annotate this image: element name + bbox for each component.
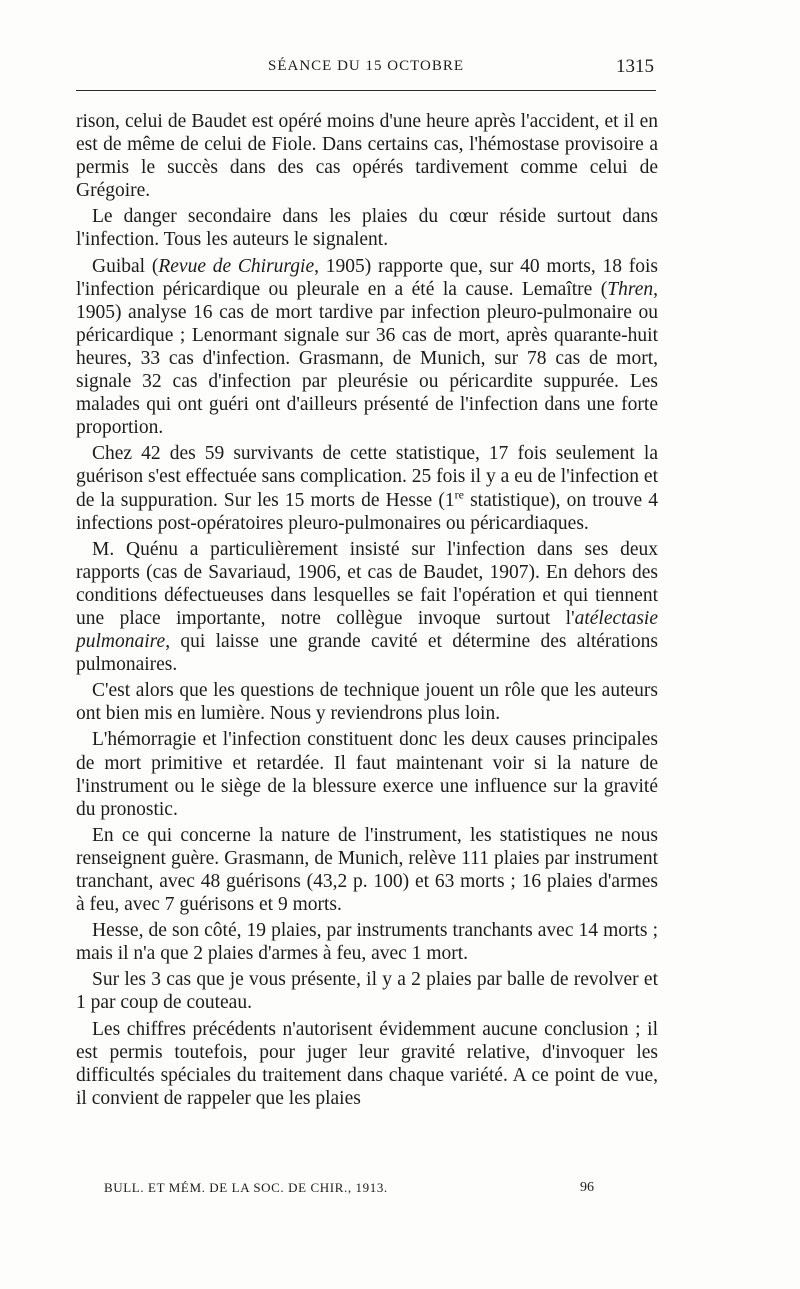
- paragraph: [76, 255, 658, 440]
- paragraph: [76, 110, 658, 202]
- superscript-text: re: [454, 487, 464, 501]
- footer-journal: BULL. ET MÉM. DE LA SOC. DE CHIR., 1913.: [104, 1180, 388, 1195]
- header-rule: [76, 90, 656, 91]
- italic-text: Thren: [607, 278, 654, 300]
- paragraph-text: Hesse, de son côté, 19 plaies, par instruments tranchants avec 14 morts ; mais il n'a que 2 plaies d'armes à feu, avec 1 mort.: [76, 920, 658, 965]
- paragraph: [76, 442, 658, 534]
- paragraph-text: statistique), on trouve 4 infections post-opératoires pleuro-pulmonaires ou péricardiaques.: [76, 489, 659, 534]
- paragraph: [76, 728, 658, 820]
- paragraph-text: , qui laisse une grande cavité et détermine des altérations pulmonaires.: [76, 631, 658, 676]
- paragraph: [76, 968, 658, 1014]
- paragraph-text: , 1905) analyse 16 cas de mort tardive par infection pleuro-pulmonaire ou péricardique ; Lenormant signale sur 36 cas de mort, après quarante-huit heures, 33 cas d'infection. Grasmann, de Munich, sur 78 cas de mort, signale 32 cas d'infection par pleurésie ou péricardite suppurée. Les malades qui ont guéri ont d'ailleurs présenté de l'infection dans une forte proportion.: [76, 278, 658, 439]
- paragraph-text: Le danger secondaire dans les plaies du cœur réside surtout dans l'infection. Tous les auteurs le signalent.: [76, 206, 658, 251]
- running-header: [76, 58, 656, 82]
- paragraph: [76, 538, 658, 677]
- paragraph: [76, 679, 658, 725]
- paragraph: [76, 205, 658, 251]
- paragraph-text: C'est alors que les questions de technique jouent un rôle que les auteurs ont bien mis en lumière. Nous y reviendrons plus loin.: [76, 680, 658, 725]
- footer-signature: 96: [580, 1180, 594, 1195]
- paragraph-text: Les chiffres précédents n'autorisent évidemment aucune conclusion ; il est permis toutefois, pour juger leur gravité relative, d'invoquer les difficultés spéciales du traitement dans chaque variété. A ce point de vue, il convient de rappeler que les plaies: [76, 1018, 658, 1109]
- paragraph-text: , 1905) rapporte que, sur 40 morts, 18 fois l'infection péricardique ou pleurale en a été la cause. Lemaître (: [76, 255, 659, 300]
- italic-text: atélectasie pulmonaire: [76, 607, 658, 653]
- italic-text: Revue de Chirurgie: [158, 255, 315, 277]
- paragraph-text: Sur les 3 cas que je vous présente, il y a 2 plaies par balle de revolver et 1 par coup de couteau.: [76, 969, 658, 1014]
- header-page-number: 1315: [616, 56, 654, 77]
- paragraph-text: L'hémorragie et l'infection constituent donc les deux causes principales de mort primitive et retardée. Il faut maintenant voir si la nature de l'instrument ou le siège de la blessure exerce une influence sur la gravité du pronostic.: [76, 729, 658, 820]
- paragraph-text: M. Quénu a particulièrement insisté sur l'infection dans ses deux rapports (cas de Savariaud, 1906, et cas de Baudet, 1907). En dehors des conditions défectueuses dans lesquelles se fait l'opération et qui tiennent une place importante, notre collègue invoque surtout l': [76, 538, 658, 629]
- paragraph-text: rison, celui de Baudet est opéré moins d'une heure après l'accident, et il en est de même de celui de Fiole. Dans certains cas, l'hémostase provisoire a permis le succès dans des cas opérés tardivement comme celui de Grégoire.: [76, 111, 658, 202]
- paragraph-text: Guibal (: [92, 255, 159, 277]
- header-title: SÉANCE DU 15 OCTOBRE: [268, 58, 464, 74]
- paragraph: [76, 919, 658, 965]
- paragraph: [76, 824, 658, 916]
- body-text: [76, 110, 658, 1110]
- paragraph-text: Chez 42 des 59 survivants de cette statistique, 17 fois seulement la guérison s'est effectuée sans complication. 25 fois il y a eu de l'infection et de la suppuration. Sur les 15 morts de Hesse (1: [76, 443, 658, 511]
- paragraph-text: En ce qui concerne la nature de l'instrument, les statistiques ne nous renseignent guère. Grasmann, de Munich, relève 111 plaies par instrument tranchant, avec 48 guérisons (43,2 p. 100) et 63 morts ; 16 plaies d'armes à feu, avec 7 guérisons et 9 morts.: [76, 824, 658, 916]
- paragraph: [76, 1018, 658, 1110]
